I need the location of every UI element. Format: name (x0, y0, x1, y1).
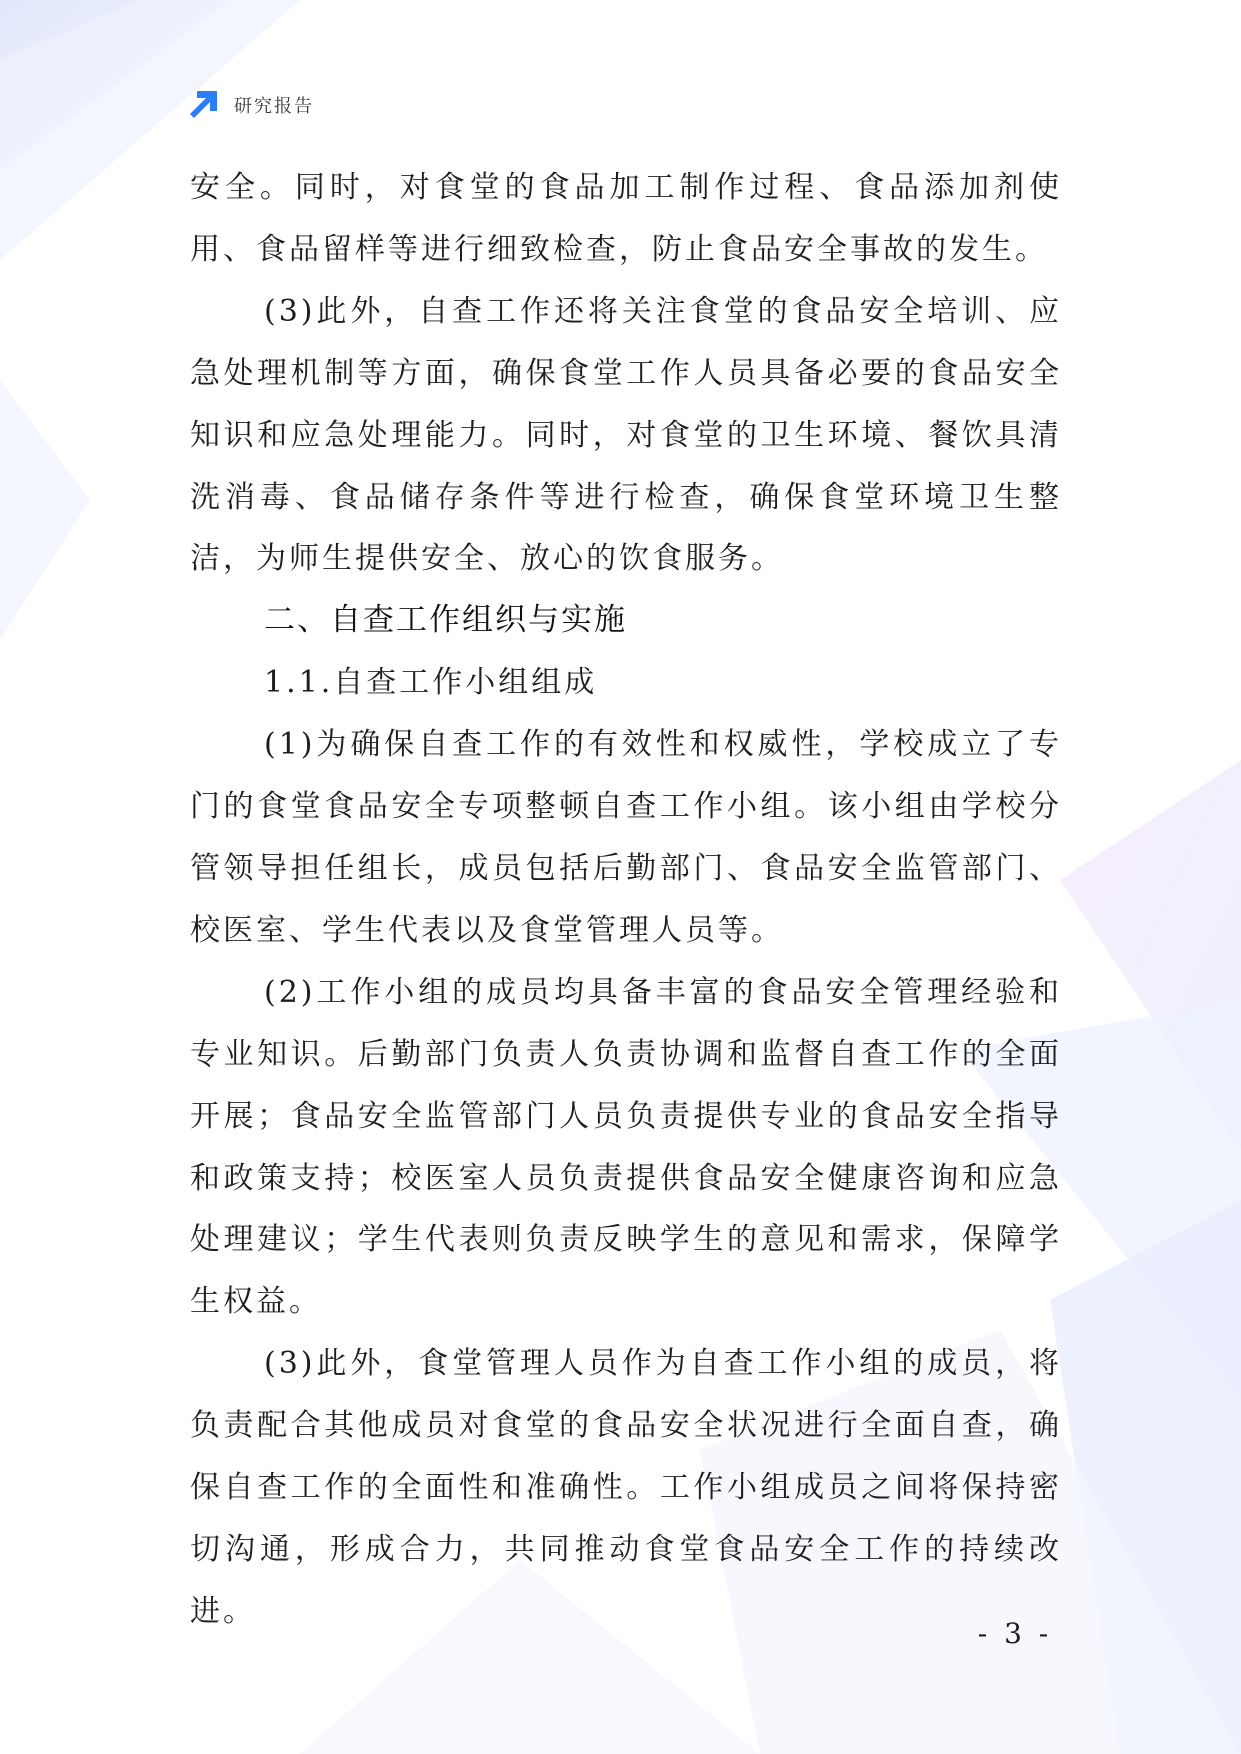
arrow-up-right-icon (186, 88, 220, 122)
paragraph-continued: 安全。同时，对食堂的食品加工制作过程、食品添加剂使用、食品留样等进行细致检查，防止食品安全事故的发生。 (190, 170, 1062, 267)
paragraph-3b: (3)此外，食堂管理人员作为自查工作小组的成员，将负责配合其他成员对食堂的食品安全状况进行全面自查，确保自查工作的全面性和准确性。工作小组成员之间将保持密切沟通，形成合力，共同推动食堂食品安全工作的持续改进。 (190, 1346, 1062, 1629)
section-heading: 二、自查工作组织与实施 (264, 602, 627, 639)
header-title: 研究报告 (234, 96, 314, 117)
paragraph-3: (3)此外，自查工作还将关注食堂的食品安全培训、应急处理机制等方面，确保食堂工作人员具备必要的食品安全知识和应急处理能力。同时，对食堂的卫生环境、餐饮具清洗消毒、食品储存条件等进行检查，确保食堂环境卫生整洁，为师生提供安全、放心的饮食服务。 (190, 293, 1062, 577)
document-body (190, 157, 1062, 1643)
report-header (186, 88, 314, 122)
page-number: - 3 - (977, 1617, 1053, 1650)
subsection-heading: 1.1.自查工作小组组成 (264, 665, 598, 701)
paragraph-2: (2)工作小组的成员均具备丰富的食品安全管理经验和专业知识。后勤部门负责人负责协调和监督自查工作的全面开展；食品安全监管部门人员负责提供专业的食品安全指导和政策支持；校医室人员负责提供食品安全健康咨询和应急处理建议；学生代表则负责反映学生的意见和需求，保障学生权益。 (190, 974, 1062, 1320)
paragraph-1: (1)为确保自查工作的有效性和权威性，学校成立了专门的食堂食品安全专项整顿自查工作小组。该小组由学校分管领导担任组长，成员包括后勤部门、食品安全监管部门、校医室、学生代表以及食堂管理人员等。 (190, 727, 1062, 948)
